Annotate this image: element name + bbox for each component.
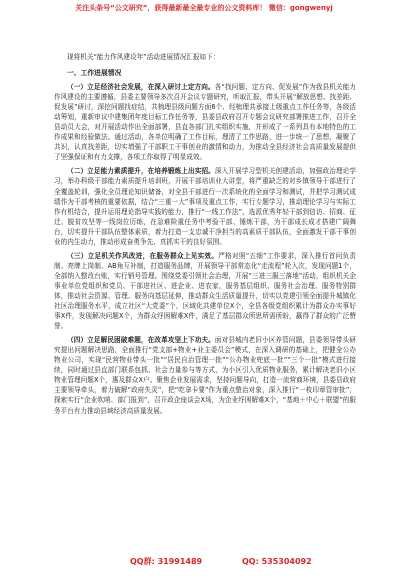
qq-contact-label: QQ: 535304092: [242, 557, 312, 566]
section-1-paragraph: [54, 82, 356, 162]
section-4-paragraph: [54, 335, 356, 415]
section-2-body: 深入开展学习型机关创建活动，加强政治理论学习，举办科级干部能力素质提升培训班，开展干部培训业大讲堂，将严重缺乏的对乡镇领导干部进行了全覆盖轮训，强化全员理论知识储备，对全县干部进行一次系统化的全面学习和测试，并把学习测试成绩作为干部考核的重要依据，结合“三重一大”事项及重点工作，实行专题学习，推动理论学习与实际工作有机结合，提升运用理论指导实践的能力，推行“一线工作法”，选派优秀年轻干部到信访、招商、征迁、脱贫攻坚等一线岗位历练，在急难险重任务中考验干部、锤炼干部，为干部成长成才搭建广阔舞台，切实提升干部队伍整体素质，着力打造一支忠诚干净担当的高素质干部队伍，全面激发干部干事创业的内生动力，推动形成奋勇争先、真抓实干的良好氛围。: [54, 167, 356, 246]
intro-paragraph: 现将机关“能力作风建设年”活动进展情况汇报如下：: [67, 53, 220, 61]
qq-group-label: QQ群: 31991489: [130, 557, 203, 566]
section-2-title: （二）立足能力素质提升，在培养锻炼上出实招。: [67, 167, 215, 176]
section-1-title: （一）立足经济社会发展，在深入研讨上定方向。: [67, 83, 215, 92]
section-heading: 一、工作进展情况: [67, 69, 122, 78]
section-2-paragraph: [54, 166, 356, 246]
section-4-body: 面对县城内老旧小区养管问题，县委领导带头研究提出问题解决思路，全面推行“党支部+物业+业主委员会”模式，在深入调研的基础上，把健全公办物业公司，实现“民营物业带头一批”“居民自治管理一批”“公办物业兜底一批”“三个一批”模式进行接续，同时通过县直部门联系包抓、社会力量参与等方式，为小区引入优质物业服务，累计解决老旧小区物业管理问题X个，惠及群众X户。聚焦企业发展需求，坚持问题导向，打造一流营商环境，县委县政府主要领导牵头，着力破解“政府失灵”，把“吃拿卡要”作为重点整治对象，深入推行“一枚印章管审批”，探索实行“企业吹哨、部门报到”，召开政企座谈会X场，为企业纾困解难X个，“基地＋中心＋联盟”的服务平台有力推动县域经济高质量发展。: [54, 336, 356, 415]
banner-line: 关注头条号“公文研究”，获得最新最全最专业的公文资料库！ 微信：gongwenyj: [75, 4, 333, 12]
section-3-title: （三）立足机关作风改进，在服务群众上见实效。: [67, 251, 219, 260]
document-page: [54, 52, 356, 416]
header-banner: [0, 4, 408, 13]
section-1-body: 各“找问题、定方向、促发展”作为我县机关能力作风建设的主要遵循，县委主要领导多次召开会议专题研究，听取汇报，带头开展“解放思想、找差距、促发展”研讨，深挖问题找症结，共梳理县级问题方面6个、经梳理共承接上级重点工作任务等，各级活动筹划，重新审议中建集团年度目标工作任务等，县委县政府召开专题会议研究部署推进工作，召开全县动员大会，对开展活动作出全面部署，县直各部门扎实组织实施，并形成了一系列具有本地特色的工作成果和经验做法。通过活动，各单位明确了工作目标，理清了工作思路，进一步统一了思想，凝聚了共识，认真找差距，切实增强了干部职工干事创业的激情和动力，为推动全县经济社会高质量发展提供了坚强保证和有力支撑，各项工作取得了明显成效。: [54, 83, 356, 162]
section-3-paragraph: [54, 251, 356, 331]
section-4-title: （四）立足解民困破难题，在改革攻坚上下功夫。: [67, 336, 215, 345]
section-3-body: 严格对照“五细”工作要求，深入推行首问负责制、亮牌上岗制、AB角互补制，打造服务品牌，开展领导干部常态化“走流程”轮入次，发现问题1个，全部纳入整改台账，实行销号管理。围绕党委引领社会治理，开展“三进三服三落地”活动，组织机关企事业单位党组织和党员、干部进社区、进企业、进农家，服务基层组织、服务社会治理、服务特别群体，推动社会资源、管理、服务向基层延伸，推动群众生活质量提升，切实以党建引领全面提升城镇化社区治理服务水平，成立社区“大党委”个，区域化共建单位X个，全县各级党组织累计为群众办实事好事X件，发现解决问题X个，为群众纾困解难X件，满足了基层群众所思所需所盼，赢得了群众的广泛赞誉。: [54, 251, 356, 331]
